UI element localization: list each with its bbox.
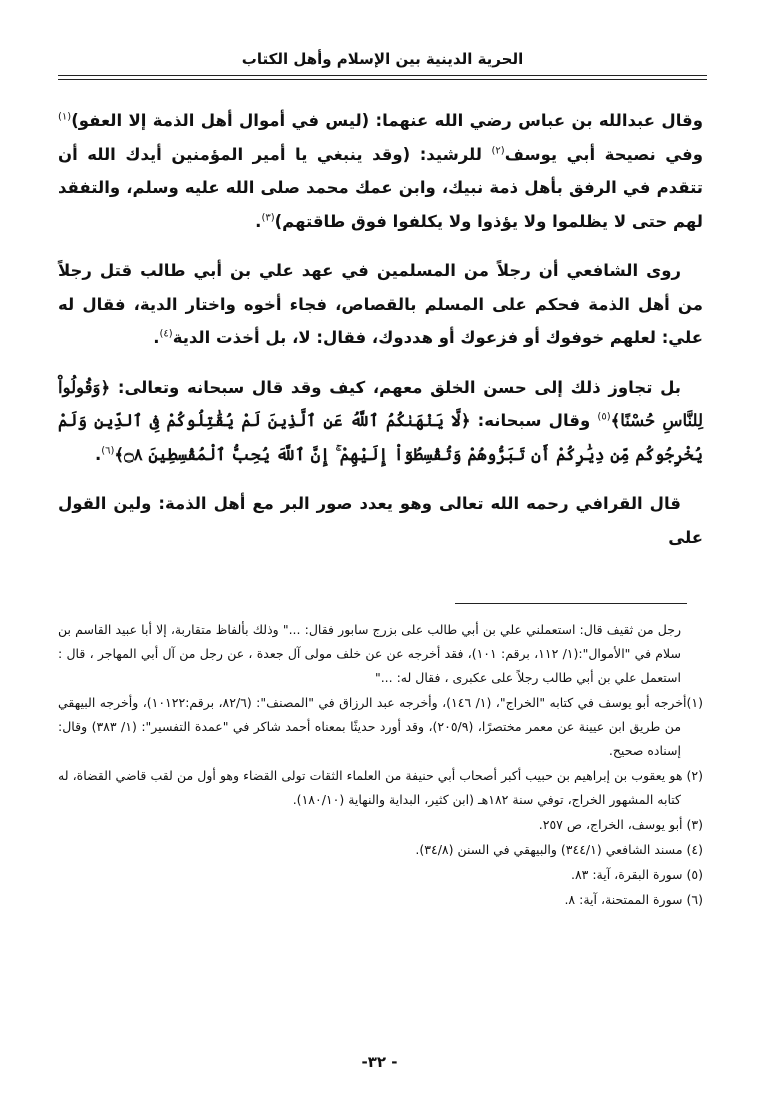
header-title: الحرية الدينية بين الإسلام وأهل الكتاب [241, 50, 524, 68]
footnote-1: (١)أخرجه أبو يوسف في كتابه "الخراج"، (١/ ١٤٦)، وأخرجه عبد الرزاق في "المصنف": (٨٢/٦، برقم:١٠١٢٢)، وأخرجه البيهقي من طريق ابن عيينة عن معمر مختصرًا، (٢٠٥/٩)، وقد أورد حديثًا بمعناه أحمد شاكر في "عمدة التفسير": (١/ ٣٨٣) وقال: إسناده صحيح. [58, 695, 704, 758]
paragraph-text: . [255, 211, 262, 231]
running-header [58, 44, 707, 84]
paragraph-2 [58, 254, 703, 355]
footnote-separator [455, 603, 687, 604]
paragraph-4 [58, 487, 703, 554]
footnote-ref-4[interactable]: (٤) [159, 328, 173, 340]
footnote-ref-6[interactable]: (٦) [101, 445, 115, 456]
paragraph-3 [58, 371, 703, 472]
paragraph-text: وفي نصيحة أبي يوسف [504, 144, 703, 164]
footnote-6: (٦) سورة الممتحنة، آية: ٨. [564, 892, 703, 907]
footnote-ref-1[interactable]: (١) [58, 111, 72, 123]
paragraph-text: بل تجاوز ذلك إلى حسن الخلق معهم، كيف وقد قال سبحانه وتعالى: [110, 377, 681, 397]
page-number: - ٣٢- [361, 1053, 398, 1071]
footnote-5: (٥) سورة البقرة، آية: ٨٣. [570, 867, 703, 882]
paragraph-1 [58, 104, 703, 238]
paragraph-text: وقال سبحانه: [470, 411, 598, 430]
paragraph-text: للرشيد: (وقد ينبغي يا أمير المؤمنين أيدك الله أن تتقدم في الرفق بأهل ذمة نبيك، وابن عمك محمد صلى الله عليه وسلم، والتفقد لهم حتى لا يظلموا ولا يؤذوا ولا يكلفوا فوق طاقتهم) [58, 144, 703, 231]
quran-verse: ﴿لَّا يَنْهَىٰكُمُ ٱللَّهُ عَنِ ٱلَّذِينَ لَمْ يُقَٰتِلُوكُمْ فِى ٱلدِّينِ وَلَمْ يُخْرِجُوكُم مِّن دِيَٰرِكُمْ أَن تَبَرُّوهُمْ وَتُقْسِطُوٓاْ إِلَيْهِمْ ۚ إِنَّ ٱللَّهَ يُحِبُّ ٱلْمُقْسِطِينَ ۝٨﴾ [58, 411, 703, 464]
paragraph-text: وقال عبدالله بن عباس رضي الله عنهما: (ليس في أموال أهل الذمة إلا العفو) [71, 111, 703, 130]
quran-verse: ﴿وَقُولُواْ لِلنَّاسِ حُسْنًا﴾ [58, 377, 703, 430]
paragraph-text: قال القرافي رحمه الله تعالى وهو يعدد صور البر مع أهل الذمة: ولين القول على [58, 494, 703, 547]
header-rule-bottom [58, 79, 707, 80]
footnote-4: (٤) مسند الشافعي (٣٤٤/١) والبيهقي في السنن (٣٤/٨). [415, 842, 703, 857]
footnote-ref-5[interactable]: (٥) [597, 411, 611, 423]
footnote-ref-3[interactable]: (٣) [261, 212, 275, 223]
footnotes [58, 618, 703, 913]
footnote-2: (٢) هو يعقوب بن إبراهيم بن حبيب أكبر أصحاب أبي حنيفة من العلماء الثقات تولى القضاء وهو أول من لقب قاضي القضاة، له كتابه المشهور الخراج، توفي سنة ١٨٢هـ (ابن كثير، البداية والنهاية (١٨٠/١٠). [58, 768, 703, 807]
footnote-3: (٣) أبو يوسف، الخراج، ص ٢٥٧. [538, 817, 703, 832]
header-rule-top [58, 75, 707, 76]
paragraph-text: . [153, 328, 160, 347]
paragraph-text: . [94, 444, 102, 464]
footnote-continuation: رجل من ثقيف قال: استعملني علي بن أبي طالب على بزرج سابور فقال: ..." وذلك بألفاظ متقاربة، إلا أبا عبيد القاسم بن سلام في "الأموال":(١/ ١١٢، برقم: ١٠١)، فقد أخرجه عن عن خلف مولى آل جعدة ، عن رجل من آل أبي المهاجر ، قال : استعمل علي بن أبي طالب رجلاً على عكبرى ، فقال له: ..." [58, 622, 681, 685]
paragraph-text: روى الشافعي أن رجلاً من المسلمين في عهد علي بن أبي طالب قتل رجلاً من أهل الذمة فحكم على المسلم بالقصاص، فجاء أخوه واختار الدية، فقال له علي: لعلهم خوفوك أو فزعوك أو هددوك، فقال: لا، بل أخذت الدية [58, 261, 703, 347]
main-text [58, 104, 703, 570]
footnote-ref-2[interactable]: (٢) [491, 145, 505, 156]
